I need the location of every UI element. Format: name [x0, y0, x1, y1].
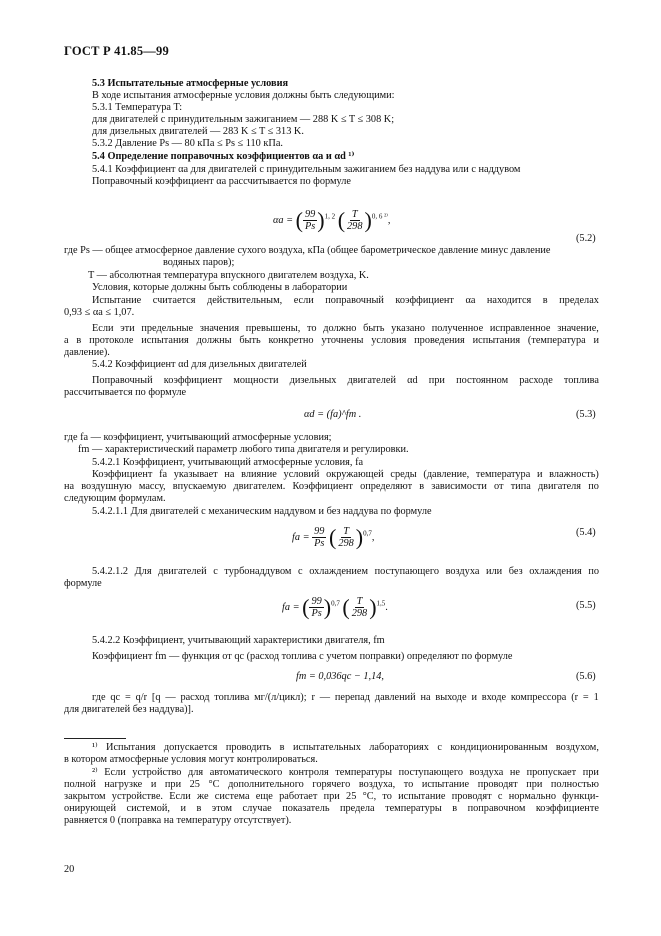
text-line: 5.4.2.1.1 Для двигателей с механическим наддувом и без наддува по формуле [92, 506, 432, 517]
footnote-line: ¹⁾ Испытания допускается проводить в испытательных лабораториях с кондиционированным воздухом, [92, 742, 599, 753]
equation-label: (5.3) [576, 409, 596, 420]
footnote-line: полной нагрузке и при 25 °С дополнительного горячего воздуха, то испытание проводят при полностью [64, 779, 599, 790]
text-line: 5.3.1 Температура T: [92, 102, 183, 113]
text-line: 5.4 Определение поправочных коэффициентов αa и αd ¹⁾ [92, 151, 355, 162]
footnote-line: в котором атмосферные условия могут контролироваться. [64, 754, 318, 765]
text-line: 5.4.2 Коэффициент αd для дизельных двигателей [92, 359, 307, 370]
text-line: Коэффициент fa указывает на влияние условий окружающей среды (давление, температура и влажность) [92, 469, 599, 480]
footnote-line: равняется 0 (поправка на температуру отсутствует). [64, 815, 292, 826]
text-line: для двигателей без наддува)]. [64, 704, 194, 715]
equation-5-6: fm = 0,036qc − 1,14, [296, 671, 384, 682]
equation-5-4: fa = $\frac{99}{Ps}$ ( $\frac{T}{298}$ )$^{0,7}$, [292, 524, 375, 550]
text-line: рассчитывается по формуле [64, 387, 187, 398]
text-line: 5.3.2 Давление Ps — 80 кПа ≤ Ps ≤ 110 кПа. [92, 138, 283, 149]
text-line: Испытание считается действительным, если поправочный коэффициент αa находится в пределах [92, 295, 599, 306]
text-line: на воздушную массу, впускаемую двигателем. Коэффициент определяют в зависимости от типа двигателя по [64, 481, 599, 492]
equation-label: (5.4) [576, 527, 596, 538]
text-line: 5.4.1 Коэффициент αa для двигателей с принудительным зажиганием без наддува или с наддувом [92, 164, 521, 175]
text-line: для двигателей с принудительным зажиганием — 288 K ≤ T ≤ 308 K; [92, 114, 395, 125]
text-line: Коэффициент fm — функция от qc (расход топлива с учетом поправки) определяют по формуле [92, 651, 513, 662]
page-number: 20 [64, 864, 75, 875]
footnote-line: онирующей системой, и в этом случае показатель предела температуры в поправочном коэффициенте [64, 803, 599, 814]
text-line: формуле [64, 578, 102, 589]
text-line: 5.3 Испытательные атмосферные условия [92, 78, 289, 89]
footnote-divider [64, 738, 126, 739]
text-line: водяных паров); [163, 257, 235, 268]
text-line: Поправочный коэффициент мощности дизельных двигателей αd при постоянном расходе топлива [92, 375, 599, 386]
equation-5-5: fa = ( $\frac{99}{Ps}$ )$^{0,7}$ ( $\frac{T}{298}$ )$^{1,5}$. [282, 594, 388, 620]
text-line: 5.4.2.2 Коэффициент, учитывающий характеристики двигателя, fm [92, 635, 385, 646]
text-line: а в протоколе испытания должны быть конкретно уточнены условия проведения испытания (температура и [64, 335, 599, 346]
equation-5-2: αa = ( $\frac{99}{Ps}$ )$^{1, 2}$ ( $\frac{T}{298}$ )$^{0, 6 ^{2)}}$, [273, 207, 391, 233]
equation-label: (5.2) [576, 233, 596, 244]
equation-label: (5.5) [576, 600, 596, 611]
text-line: Условия, которые должны быть соблюдены в лаборатории [92, 282, 348, 293]
equation-label: (5.6) [576, 671, 596, 682]
text-line: давление). [64, 347, 110, 358]
equation-5-3: αd = (fa)^fm . [304, 409, 362, 420]
text-line: для дизельных двигателей — 283 K ≤ T ≤ 313 K. [92, 126, 304, 137]
text-line: где fa — коэффициент, учитывающий атмосферные условия; [64, 432, 332, 443]
footnote-line: закрытом устройстве. Если же система еще работает при 25 °С, то испытание проводят с нормально функци- [64, 791, 599, 802]
text-line: где qc = q/r [q — расход топлива мг/(л/цикл); r — перепад давлений на выходе и входе компрессора (r = 1 [92, 692, 599, 703]
equation-lhs: αa = [273, 214, 294, 226]
text-line: 5.4.2.1.2 Для двигателей с турбонаддувом с охлаждением поступающего воздуха или без охлаждения по [92, 566, 599, 577]
text-line: Поправочный коэффициент αa рассчитывается по формуле [92, 176, 351, 187]
text-line: где Ps — общее атмосферное давление сухого воздуха, кПа (общее барометрическое давление минус давление [64, 245, 551, 256]
text-line: В ходе испытания атмосферные условия должны быть следующими: [92, 90, 395, 101]
footnote-line: ²⁾ Если устройство для автоматического контроля температуры поступающего воздуха не пропускает при [92, 767, 599, 778]
text-line: Если эти предельные значения превышены, то должно быть указано полученное исправленное значение, [92, 323, 599, 334]
text-line: 5.4.2.1 Коэффициент, учитывающий атмосферные условия, fa [92, 457, 364, 468]
text-line: T — абсолютная температура впускного двигателем воздуха, K. [88, 270, 369, 281]
text-line: 0,93 ≤ αa ≤ 1,07. [64, 307, 135, 318]
document-header: ГОСТ Р 41.85—99 [64, 44, 169, 58]
text-line: fm — характеристический параметр любого типа двигателя и регулировки. [78, 444, 409, 455]
text-line: следующим формулам. [64, 493, 166, 504]
